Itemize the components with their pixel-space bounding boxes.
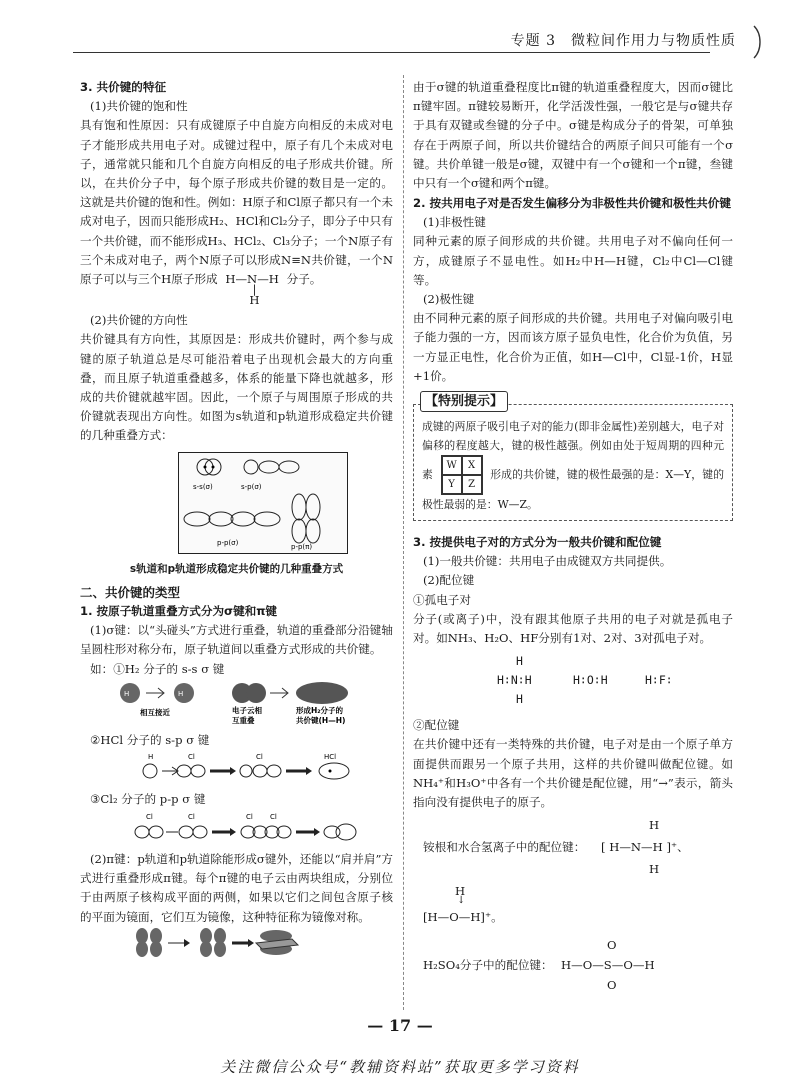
h2so4-formula: H—O—S—O—H xyxy=(561,958,655,973)
h2-label-form-a: 形成H₂分子的 xyxy=(296,705,344,715)
nh3-structure xyxy=(225,270,279,308)
hf-lewis: H∶F∶ xyxy=(645,673,673,688)
h2-label-overlap-b: 互重叠 xyxy=(232,715,255,725)
cl2-label-c: Cl xyxy=(246,812,253,821)
section-3-title: 3. 共价键的特征 xyxy=(80,80,167,94)
nh3-lewis-bottom-h: H xyxy=(516,692,523,707)
nh4-formula: [ H—N—H ]⁺、 xyxy=(601,840,689,855)
nonpolar-title: (1)非极性键 xyxy=(423,215,486,230)
lone-pair-paragraph: 分子(或离子)中，没有跟其他原子共用的电子对就是孤电子对。如NH₃、H₂O、HF分别有1对、2对、3对孤电子对。 xyxy=(413,611,733,646)
fig-label-pp-pi: p-p(π) xyxy=(291,542,313,551)
nh4-h3o-structures xyxy=(413,818,733,882)
orbital-overlap-figure xyxy=(178,452,348,554)
grid-z: Z xyxy=(462,475,482,494)
svg-text:H: H xyxy=(178,689,184,698)
grid-w: W xyxy=(442,456,462,475)
header-rule xyxy=(73,52,710,53)
section-2-title: 二、共价键的类型 xyxy=(80,584,181,600)
nh3-bottom-h: | H xyxy=(249,282,260,308)
coordinate-bond-subtitle: ②配位键 xyxy=(413,718,460,733)
h2-label-overlap-a: 电子云相 xyxy=(232,705,262,715)
fig-label-sp: s-p(σ) xyxy=(241,482,262,491)
cl2-label-b: Cl xyxy=(188,812,195,821)
coordinate-bond-paragraph: 在共价键中还有一类特殊的共价键，电子对是由一个原子单方面提供而跟另一个原子共用，这样的共价键叫做配位键。如NH₄⁺和H₃O⁺中各有一个共价键是配位键，用“→”表示，箭头指向没有提供电子的原子。 xyxy=(413,737,733,810)
h3o-top-h: H xyxy=(455,884,466,899)
element-grid xyxy=(441,455,483,495)
hcl-overlap-diagram xyxy=(80,750,393,784)
h3o-formula: [H—O—H]⁺。 xyxy=(423,910,503,925)
h2so4-structure xyxy=(413,936,733,996)
h3o-structure xyxy=(413,882,733,932)
hcl-label-cl2: Cl xyxy=(256,753,263,762)
coordinate-bond-title: (2)配位键 xyxy=(423,573,475,588)
nh4-label: 铵根和水合氢离子中的配位键： xyxy=(423,840,586,855)
polarity-title: 2. 按共用电子对是否发生偏移分为非极性共价键和极性共价键 xyxy=(413,196,731,211)
grid-y: Y xyxy=(442,475,462,494)
nonpolar-paragraph: 同种元素的原子间形成的共价键。共用电子对不偏向任何一方，成键原子不显电性。如H₂中H—H键，Cl₂中Cl—Cl键等。 xyxy=(413,234,733,287)
figure-caption: s轨道和p轨道形成稳定共价键的几种重叠方式 xyxy=(129,562,344,575)
lewis-structures xyxy=(413,652,733,710)
right-column xyxy=(413,78,733,996)
orbital-overlap-drawing xyxy=(179,453,347,553)
nh4-bottom-h: H xyxy=(649,862,660,877)
sigma-pi-comparison-paragraph: 由于σ键的轨道重叠程度比π键的轨道重叠程度大，因而σ键比π键牢固。π键较易断开，化学活泼性强，一般它是与σ键共存于具有双键或叁键的分子中。σ键是构成分子的骨架，可单独存在于两原子间，所以共价键结合的两原子间只可能有一个σ键。共价单键一般是σ键，双键中有一个σ键和一个π键，叁键中只有一个σ键和两个π键。 xyxy=(413,80,733,191)
direction-paragraph: 共价键具有方向性，其原因是：形成共价键时，两个参与成键的原子轨道总是尽可能沿着电子出现机会最大的方向重叠，而且原子轨道重叠越多，体系的能量下降也就越多，形成的共价键就越牢固。因此，一个原子与周围原子形成的共价键就表现出方向性。如图为s轨道和p轨道形成稳定共价键的几种重叠方式： xyxy=(80,332,393,443)
nh3-lewis-top-h: H xyxy=(516,654,523,669)
coordination-section-title: 3. 按提供电子对的方式分为一般共价键和配位键 xyxy=(413,535,662,550)
page-number: — 17 — xyxy=(367,1016,433,1035)
h2so4-label: H₂SO₄分子中的配位键： xyxy=(423,958,553,973)
cl2-example-title: ③Cl₂ 分子的 p-p σ 键 xyxy=(90,792,206,807)
pi-bond-diagram xyxy=(80,927,393,957)
general-covalent-text: (1)一般共价键：共用电子由成键双方共同提供。 xyxy=(423,554,672,569)
polar-title: (2)极性键 xyxy=(423,292,475,307)
hcl-label-cl: Cl xyxy=(188,753,195,762)
special-tip-title: 【特别提示】 xyxy=(420,391,508,412)
pi-bond-paragraph: (2)π键：p轨道和p轨道除能形成σ键外，还能以“肩并肩”方式进行重叠形成π键。每个π键的电子云由两块组成，分别位于由两原子核构成平面的两侧，如果以它们之间包含原子核的平面为镜面，它们互为镜像，这种特征称为镜像对称。 xyxy=(80,851,393,924)
lone-pair-title: ①孤电子对 xyxy=(413,592,471,607)
nh3-tail: 分子。 xyxy=(286,272,322,287)
sigma-pi-title: 1. 按原子轨道重叠方式分为σ键和π键 xyxy=(80,604,278,619)
svg-text:H: H xyxy=(124,689,130,698)
fig-label-ss: s-s(σ) xyxy=(193,482,213,491)
tip-text-part1: 成键的两原子吸引电子对的能力(即非金属性)差别越大，电子对偏移的程度越大，键的极性越强。例如由处于短周期的四种元素 xyxy=(422,420,724,482)
hcl-label-h: H xyxy=(148,753,154,762)
cl2-overlap-diagram xyxy=(80,810,393,844)
nh3-lewis: H∶N∶H xyxy=(497,673,532,688)
grid-x: X xyxy=(462,456,482,475)
saturation-title: (1)共价键的饱和性 xyxy=(90,99,188,114)
h2-label-approach: 相互接近 xyxy=(140,707,170,717)
h2so4-top-o: O xyxy=(607,938,617,953)
polar-paragraph: 由不同种元素的原子间形成的共价键。共用电子对偏向吸引电子能力强的一方，因而该方原子显负电性，化合价为负值，另一方显正电性，化合价为正值，如H—Cl中，Cl显-1价，H显+1价。 xyxy=(413,311,733,383)
header-curl-decoration xyxy=(750,24,764,60)
h3o-arrow: ↓ xyxy=(457,895,466,907)
h2so4-bottom-o: O xyxy=(607,978,617,993)
sigma-bond-paragraph: (1)σ键：以“头碰头”方式进行重叠，轨道的重叠部分沿键轴呈圆柱形对称分布，原子轨道间以重叠方式形成的共价键。 xyxy=(80,623,393,657)
direction-title: (2)共价键的方向性 xyxy=(90,313,188,328)
cl2-label-a: Cl xyxy=(146,812,153,821)
footer-note: 关注微信公众号“教辅资料站”获取更多学习资料 xyxy=(220,1058,580,1076)
cl2-label-d: Cl xyxy=(270,812,277,821)
left-column xyxy=(80,78,393,963)
saturation-paragraph xyxy=(80,116,393,308)
running-header xyxy=(470,28,770,52)
hcl-label-hcl: HCl xyxy=(324,753,337,762)
hcl-example-title: ②HCl 分子的 s-p σ 键 xyxy=(90,733,210,748)
tip-text-part2: 形成的共价键，键的极性最强的是：X—Y，键的极性最弱的是：W—Z。 xyxy=(422,468,725,512)
h2-example-title: 如：①H₂ 分子的 s-s σ 键 xyxy=(90,661,225,676)
nh4-top-h: H xyxy=(649,818,660,833)
h2-overlap-diagram xyxy=(80,679,393,725)
h2o-lewis: H∶O∶H xyxy=(573,673,608,688)
column-divider xyxy=(403,75,404,1010)
chapter-title: 专题 3 微粒间作用力与物质性质 xyxy=(510,33,736,49)
fig-label-pp-sigma: p-p(σ) xyxy=(217,538,239,547)
nh3-formula: H—N—H xyxy=(225,272,279,287)
h2-label-form-b: 共价键(H—H) xyxy=(296,715,346,725)
special-tip-text xyxy=(422,417,724,514)
saturation-text: 具有饱和性原因：只有成键原子中自旋方向相反的未成对电子才能形成共用电子对。成键过程中，原子有几个未成对电子，通常就只能和几个自旋方向相反的电子形成共价键。所以，在共价分子中，每个原子形成共价键的数目是一定的。这就是共价键的饱和性。例如：H原子和Cl原子都只有一个未成对电子，因而只能形成H₂、HCl和Cl₂分子，即分子中只有一个共价键，而不能形成H₃、HCl₂、Cl₃分子；一个N原子有三个未成对电子，两个N原子可以形成N≡N共价键，一个N原子可以与三个H原子形成 xyxy=(80,118,393,287)
special-tip-box xyxy=(413,394,733,521)
